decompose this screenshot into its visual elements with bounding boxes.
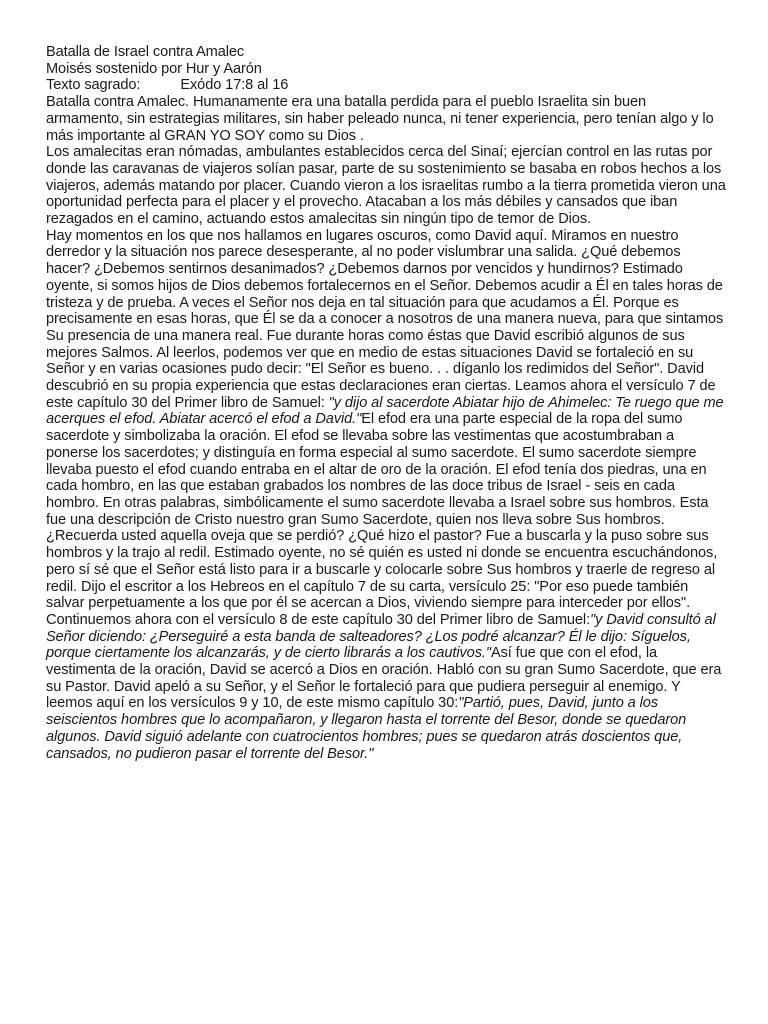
scripture-reference-line <box>46 77 726 94</box>
body-text-2: El efod era una parte especial de la ropa del sumo sacerdote y simbolizaba la oración. El efod se llevaba sobre las vestimentas que acostumbraban a ponerse los sacerdotes; y distinguía en forma especial al sumo sacerdote. El sumo sacerdote siempre llevaba puesto el efod cuando entraba en el altar de oro de la oración. El efod tenía dos piedras, una en cada hombro, en las que estaban grabados los nombres de las doce tribus de Israel - seis en cada hombro. En otras palabras, simbólicamente el sumo sacerdote llevaba a Israel sobre sus hombros. Esta fue una descripción de Cristo nuestro gran Sumo Sacerdote, quien nos lleva sobre Sus hombros. ¿Recuerda usted aquella oveja que se perdió? ¿Qué hizo el pastor? Fue a buscarla y la puso sobre sus hombros y la trajo al redil. Estimado oyente, no sé quién es usted ni donde se encuentra escuchándonos, pero sí sé que el Señor está listo para ir a buscarle y colocarle sobre Sus hombros y traerle de regreso al redil. Dijo el escritor a los Hebreos en el capítulo 7 de su carta, versículo 25: "Por eso puede también salvar perpetuamente a los que por él se acercan a Dios, viviendo siempre para interceder por ellos". Continuemos ahora con el versículo 8 de este capítulo 30 del Primer libro de Samuel: <box>46 411 718 628</box>
scripture-label: Texto sagrado: <box>46 77 141 94</box>
document-title: Batalla de Israel contra Amalec <box>46 44 245 60</box>
paragraph-amalecitas: Los amalecitas eran nómadas, ambulantes establecidos cerca del Sinaí; ejercían control en las rutas por donde las caravanas de viajeros solían pasar, parte de su sostenimiento se basaba en robos hechos a los viajeros, además matando por placer. Cuando vieron a los israelitas rumbo a la tierra prometida vieron una oportunidad perfecta para el placer y el provecho. Atacaban a los más débiles y cansados que iban rezagados en el camino, actuando estos amalecitas sin ningún tipo de temor de Dios. <box>46 144 726 228</box>
quote-samuel-30-8: "y David consultó al Señor diciendo: ¿Perseguiré a esta banda de salteadores? ¿Los podré alcanzar? Él le dijo: Síguelos, porque ciertamente los alcanzarás, y de cierto librarás a los cautivos." <box>46 611 716 662</box>
quote-samuel-30-9-10: "Partió, pues, David, junto a los seiscientos hombres que lo acompañaron, y llegaron hasta el torrente del Besor, donde se quedaron algunos. David siguió adelante con cuatrocientos hombres; pues se quedaron atrás doscientos que, cansados, no pudieron pasar el torrente del Besor." <box>46 695 687 762</box>
body-text-1: Hay momentos en los que nos hallamos en lugares oscuros, como David aquí. Miramos en nuestro derredor y la situación nos parece desesperante, al no poder vislumbrar una salida. ¿Qué debemos hacer? ¿Debemos sentirnos desanimados? ¿Debemos darnos por vencidos y hundirnos? Estimado oyente, si somos hijos de Dios debemos fortalecernos en el Señor. Debemos acudir a Él en tales horas de tristeza y de prueba. A veces el Señor nos deja en tal situación para que acudamos a Él. Porque es precisamente en esas horas, que Él se da a conocer a nosotros de una manera nueva, para que sintamos Su presencia de una manera real. Fue durante horas como éstas que David escribió algunos de sus mejores Salmos. Al leerlos, podemos ver que en medio de estas situaciones David se fortaleció en su Señor y en varias ocasiones pudo decir: "El Señor es bueno. . . díganlo los redimidos del Señor". David descubrió en su propia experiencia que estas declaraciones eran ciertas. Leamos ahora el versículo 7 de este capítulo 30 del Primer libro de Samuel: <box>46 227 724 411</box>
scripture-reference: Exódo 17:8 al 16 <box>180 77 289 94</box>
paragraph-intro: Batalla contra Amalec. Humanamente era una batalla perdida para el pueblo Israelita sin buen armamento, sin estrategias militares, sin haber peleado nunca, ni tener experiencia, pero tenían algo y lo más importante al GRAN YO SOY como su Dios . <box>46 94 714 144</box>
document-subtitle: Moisés sostenido por Hur y Aarón <box>46 60 262 77</box>
paragraph-body <box>46 228 726 763</box>
document-page <box>46 44 726 762</box>
quote-samuel-30-7: "y dijo al sacerdote Abiatar hijo de Ahimelec: Te ruego que me acerques el efod. Abiatar acercó el efod a David." <box>46 394 724 428</box>
body-text-3: Así fue que con el efod, la vestimenta de la oración, David se acercó a Dios en oración. Habló con su gran Sumo Sacerdote, que era su Pastor. David apeló a su Señor, y el Señor le fortaleció para que pudiera perseguir al enemigo. Y leemos aquí en los versículos 9 y 10, de este mismo capítulo 30: <box>46 645 722 712</box>
